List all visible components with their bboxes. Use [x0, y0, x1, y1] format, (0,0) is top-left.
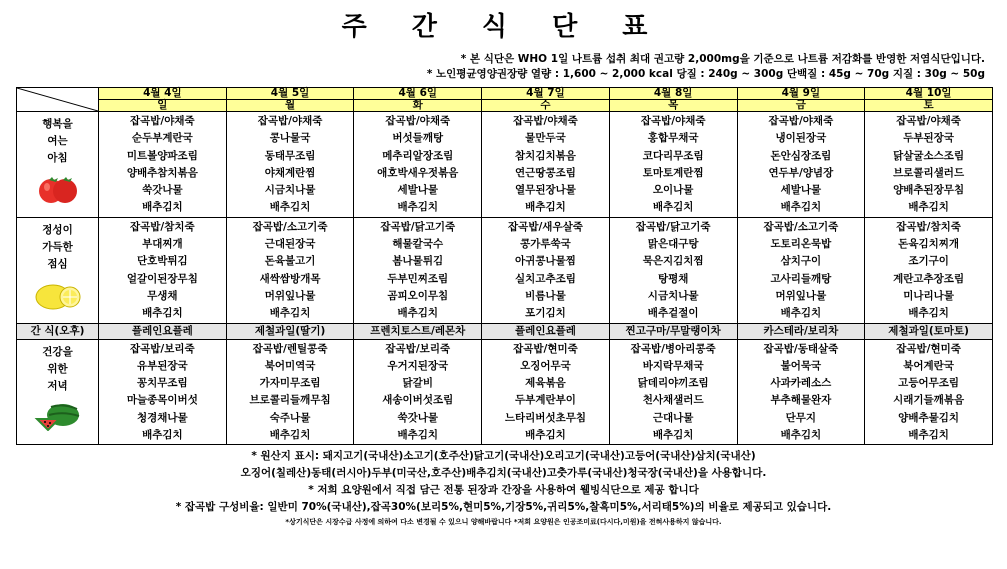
dinner-label: 건강을 위한 저녁: [17, 339, 99, 445]
menu-item: 근대나물: [652, 411, 694, 424]
lunch-menu-cell: [226, 217, 354, 323]
snack-cell: 제철과일(딸기): [226, 323, 354, 339]
breakfast-menu-cell: [865, 112, 993, 218]
menu-item: 순두부계란국: [131, 132, 193, 145]
date-header: 4월 4일: [99, 88, 227, 100]
menu-item: 두부민찌조림: [387, 272, 449, 285]
menu-item: 조기구이: [908, 255, 949, 268]
menu-item: 곰피오이무침: [387, 289, 449, 302]
breakfast-menu-cell: [609, 112, 737, 218]
weekday-header: 화: [354, 100, 482, 112]
menu-item: 북어미역국: [264, 359, 316, 372]
menu-item: 잡곡밥/참치죽: [896, 220, 961, 233]
menu-item: 고등어무조림: [898, 377, 960, 390]
lunch-menu-cell: [354, 217, 482, 323]
menu-item: 근대된장국: [264, 238, 316, 251]
menu-item: 버섯들깨탕: [392, 132, 444, 145]
menu-item: 도토리온묵밥: [770, 238, 832, 251]
menu-item: 잡곡밥/참치죽: [130, 220, 195, 233]
menu-item: 탕평채: [657, 272, 689, 285]
menu-item: 배추김치: [269, 307, 311, 320]
menu-item: 콩가루쑥국: [520, 238, 571, 251]
menu-item: 잡곡밥/새우살죽: [508, 220, 583, 233]
lunch-row: [17, 217, 993, 323]
menu-item: 두부된장국: [903, 132, 954, 145]
menu-item: 새송이버섯조림: [382, 394, 454, 407]
menu-item: 두부계란부이: [515, 394, 576, 407]
grain-ratio-note: * 잡곡밥 구성비율: 일반미 70%(국내산),잡곡30%(보리5%,현미5%,기장5%,귀리5%,찰흑미5%,서리태5%)의 비율로 제공되고 있습니다.: [175, 501, 832, 513]
menu-item: 배추김치: [269, 429, 311, 442]
weekday-header: 일: [99, 100, 227, 112]
dinner-menu-cell: [609, 339, 737, 445]
menu-item: 해물칼국수: [392, 238, 444, 251]
menu-item: 비름나물: [525, 289, 566, 302]
menu-item: 잡곡밥/야채죽: [896, 115, 961, 127]
sodium-note: * 본 식단은 WHO 1일 나트륨 섭취 최대 권고량 2,000mg을 기준으로 나트륨 저감화를 반영한 저염식단입니다.: [460, 53, 985, 65]
origin-note: * 원산지 표시: 돼지고기(국내산)소고기(호주산)닭고기(국내산)오리고기(국내산)고등어(국내산)삼치(국내산): [251, 450, 756, 462]
date-header: 4월 5일: [226, 88, 354, 100]
menu-item: 불어묵국: [780, 359, 822, 372]
menu-item: 계란고추장조림: [893, 272, 965, 285]
menu-item: 브로콜리샐러드: [893, 166, 965, 179]
menu-item: 양배추된장무침: [893, 184, 965, 197]
menu-item: 봄나물튀김: [392, 255, 444, 268]
menu-item: 묵은지김치찜: [642, 255, 704, 268]
menu-item: 배추겉절이: [647, 307, 699, 320]
menu-item: 애호박새우젓볶음: [377, 166, 459, 179]
menu-item: 브로콜리들깨무침: [249, 394, 331, 407]
menu-item: 배추김치: [780, 429, 822, 442]
menu-item: 냉이된장국: [775, 132, 827, 145]
table-corner-cell: [17, 88, 99, 112]
menu-item: 쑥갓나물: [142, 184, 183, 197]
menu-item: 연근땅콩조림: [515, 166, 576, 179]
menu-item: 배추김치: [525, 429, 566, 442]
date-header: 4월 10일: [865, 88, 993, 100]
menu-item: 돈안심장조림: [770, 149, 832, 162]
menu-item: 시금치나물: [647, 289, 699, 302]
menu-item: 사과카레소스: [770, 377, 832, 390]
menu-item: 배추김치: [397, 307, 439, 320]
menu-item: 실치고추조림: [515, 272, 576, 285]
menu-item: 잡곡밥/동태살죽: [763, 342, 839, 355]
dinner-menu-cell: [226, 339, 354, 445]
snack-cell: 플레인요플레: [482, 323, 610, 339]
menu-item: 미나리나물: [903, 289, 954, 302]
dinner-menu-cell: [737, 339, 865, 445]
menu-item: 돈육불고기: [264, 255, 316, 268]
tomato-icon: [35, 173, 81, 205]
menu-item: 잡곡밥/소고기죽: [763, 220, 839, 233]
menu-item: 청경채나물: [136, 411, 188, 424]
dinner-row: [17, 339, 993, 445]
dinner-menu-cell: [482, 339, 610, 445]
menu-item: 단무지: [785, 411, 817, 424]
menu-item: 돈육김치찌개: [898, 238, 960, 251]
menu-item: 배추김치: [142, 429, 183, 442]
top-notes: [427, 52, 985, 82]
breakfast-row: [17, 112, 993, 218]
menu-item: 코다리무조림: [642, 149, 704, 162]
menu-item: 열무된장나물: [515, 184, 576, 197]
menu-item: 동태무조림: [264, 149, 316, 162]
lunch-menu-cell: [99, 217, 227, 323]
menu-item: 새싹쌈방개목: [259, 272, 321, 285]
breakfast-menu-cell: [737, 112, 865, 218]
soy-sauce-note: * 저희 요양원에서 직접 담근 전통 된장과 간장을 사용하여 웰빙식단으로 제공 합니다: [308, 484, 699, 496]
menu-item: 잡곡밥/야채죽: [513, 115, 578, 127]
weekday-header: 토: [865, 100, 993, 112]
menu-item: 배추김치: [142, 307, 183, 320]
weekday-header: 수: [482, 100, 610, 112]
weekday-header: 월: [226, 100, 354, 112]
menu-item: 쑥갓나물: [397, 411, 439, 424]
menu-item: 배추김치: [652, 201, 694, 214]
menu-item: 양배추참치볶음: [126, 166, 198, 179]
menu-item: 잡곡밥/닭고기죽: [635, 220, 711, 233]
menu-item: 삼치구이: [780, 255, 822, 268]
menu-item: 닭살굴소스조림: [893, 149, 965, 162]
menu-item: 맑은대구탕: [647, 238, 699, 251]
menu-item: 잡곡밥/소고기죽: [252, 220, 328, 233]
snack-cell: 찐고구마/무말랭이차: [609, 323, 737, 339]
menu-item: 천사채샐러드: [642, 394, 704, 407]
dinner-menu-cell: [354, 339, 482, 445]
menu-item: 잡곡밥/야채죽: [640, 115, 706, 127]
menu-item: 배추김치: [908, 201, 949, 214]
disclaimer-note: *상기식단은 시장수급 사정에 의하여 다소 변경될 수 있으니 양해바랍니다 *저희 요양원은 인공조미료(다시다,미원)을 전혀사용하지 않습니다.: [285, 518, 722, 526]
menu-item: 연두부/양념장: [768, 166, 834, 179]
dinner-menu-cell: [99, 339, 227, 445]
menu-item: 북어계란국: [903, 359, 954, 372]
menu-item: 야채계란찜: [264, 166, 316, 179]
watermelon-icon: [33, 401, 83, 431]
menu-item: 아귀콩나물찜: [515, 255, 576, 268]
lemon-icon: [33, 279, 83, 311]
breakfast-menu-cell: [482, 112, 610, 218]
menu-item: 배추김치: [652, 429, 694, 442]
menu-item: 오징어무국: [520, 359, 571, 372]
menu-item: 제육볶음: [525, 377, 566, 390]
menu-item: 양배추물김치: [898, 411, 960, 424]
breakfast-menu-cell: [99, 112, 227, 218]
weekly-menu-table: [16, 87, 993, 445]
lunch-menu-cell: [737, 217, 865, 323]
menu-item: 고사리들깨탕: [770, 272, 832, 285]
menu-item: 잡곡밥/렌틸콩죽: [252, 342, 328, 355]
menu-item: 닭갈비: [402, 377, 433, 390]
menu-item: 배추김치: [269, 201, 311, 214]
menu-item: 단호박튀김: [136, 255, 188, 268]
menu-item: 포기김치: [525, 307, 566, 320]
date-header: 4월 8일: [609, 88, 737, 100]
snack-cell: 프렌치토스트/레몬차: [354, 323, 482, 339]
menu-item: 미트볼양파조림: [126, 149, 198, 162]
snack-cell: 카스테라/보리차: [737, 323, 865, 339]
snack-row: [17, 323, 993, 339]
lunch-menu-cell: [609, 217, 737, 323]
menu-item: 마늘종목이버섯: [126, 394, 198, 407]
menu-item: 잡곡밥/야채죽: [130, 115, 195, 127]
breakfast-menu-cell: [354, 112, 482, 218]
menu-item: 세발나물: [780, 184, 822, 197]
menu-item: 느타리버섯초무침: [504, 411, 587, 424]
menu-item: 잡곡밥/닭고기죽: [380, 220, 456, 233]
menu-item: 시금치나물: [264, 184, 316, 197]
menu-item: 부대찌개: [142, 238, 183, 251]
menu-item: 잡곡밥/현미죽: [896, 342, 961, 355]
menu-item: 머위잎나물: [264, 289, 316, 302]
nutrition-note: * 노인평균영양권장량 열량 : 1,600 ~ 2,000 kcal 당질 : 240g ~ 300g 단백질 : 45g ~ 70g 지질 : 30g ~ 50g: [426, 68, 985, 80]
weekday-header: 금: [737, 100, 865, 112]
menu-item: 잡곡밥/병아리콩죽: [630, 342, 716, 355]
menu-item: 우거지된장국: [387, 359, 449, 372]
menu-item: 물만두국: [525, 132, 566, 145]
lunch-menu-cell: [865, 217, 993, 323]
weekday-header: 목: [609, 100, 737, 112]
menu-item: 참치김치볶음: [515, 149, 576, 162]
menu-item: 배추김치: [397, 429, 439, 442]
date-header: 4월 6일: [354, 88, 482, 100]
menu-item: 시래기들깨볶음: [893, 394, 965, 407]
snack-cell: 플레인요플레: [99, 323, 227, 339]
menu-item: 얼갈이된장무침: [126, 272, 198, 285]
menu-item: 잡곡밥/야채죽: [257, 115, 323, 127]
snack-label: 간 식(오후): [17, 323, 99, 339]
menu-item: 세발나물: [397, 184, 439, 197]
menu-item: 배추김치: [525, 201, 566, 214]
breakfast-label: 행복을 여는 아침: [17, 112, 99, 218]
menu-item: 배추김치: [397, 201, 439, 214]
menu-item: 배추김치: [908, 307, 949, 320]
menu-item: 부추해물완자: [770, 394, 832, 407]
origin-note-continued: 오징어(칠레산)동태(러시아)두부(미국산,호주산)배추김치(국내산)고춧가루(국내산)청국장(국내산)을 사용합니다.: [240, 467, 767, 479]
menu-item: 꽁치무조림: [136, 377, 188, 390]
menu-item: 머위잎나물: [775, 289, 827, 302]
menu-item: 배추김치: [142, 201, 183, 214]
menu-item: 토마토계란찜: [642, 166, 704, 179]
menu-item: 콩나물국: [269, 132, 311, 145]
breakfast-menu-cell: [226, 112, 354, 218]
menu-item: 바지락무채국: [642, 359, 704, 372]
menu-item: 홍합무채국: [647, 132, 699, 145]
menu-item: 배추김치: [908, 429, 949, 442]
menu-item: 배추김치: [780, 307, 822, 320]
menu-item: 메추리알장조림: [382, 149, 454, 162]
menu-item: 숙주나물: [269, 411, 311, 424]
menu-item: 잡곡밥/현미죽: [513, 342, 578, 355]
page-title: 주 간 식 단 표: [341, 12, 666, 42]
date-header: 4월 7일: [482, 88, 610, 100]
date-header: 4월 9일: [737, 88, 865, 100]
menu-item: 잡곡밥/보리죽: [130, 342, 195, 355]
lunch-label: 정성이 가득한 점심: [17, 217, 99, 323]
menu-item: 오이나물: [652, 184, 694, 197]
dinner-menu-cell: [865, 339, 993, 445]
menu-item: 배추김치: [780, 201, 822, 214]
menu-item: 닭데리야끼조림: [637, 377, 709, 390]
bottom-notes: [0, 448, 1007, 528]
diagonal-line: [17, 88, 98, 111]
menu-item: 잡곡밥/야채죽: [768, 115, 834, 127]
snack-cell: 제철과일(토마토): [865, 323, 993, 339]
lunch-menu-cell: [482, 217, 610, 323]
menu-item: 유부된장국: [136, 359, 188, 372]
menu-item: 가자미무조림: [259, 377, 321, 390]
menu-item: 잡곡밥/보리죽: [385, 342, 451, 355]
menu-item: 무생채: [147, 289, 178, 302]
menu-item: 잡곡밥/야채죽: [385, 115, 451, 127]
